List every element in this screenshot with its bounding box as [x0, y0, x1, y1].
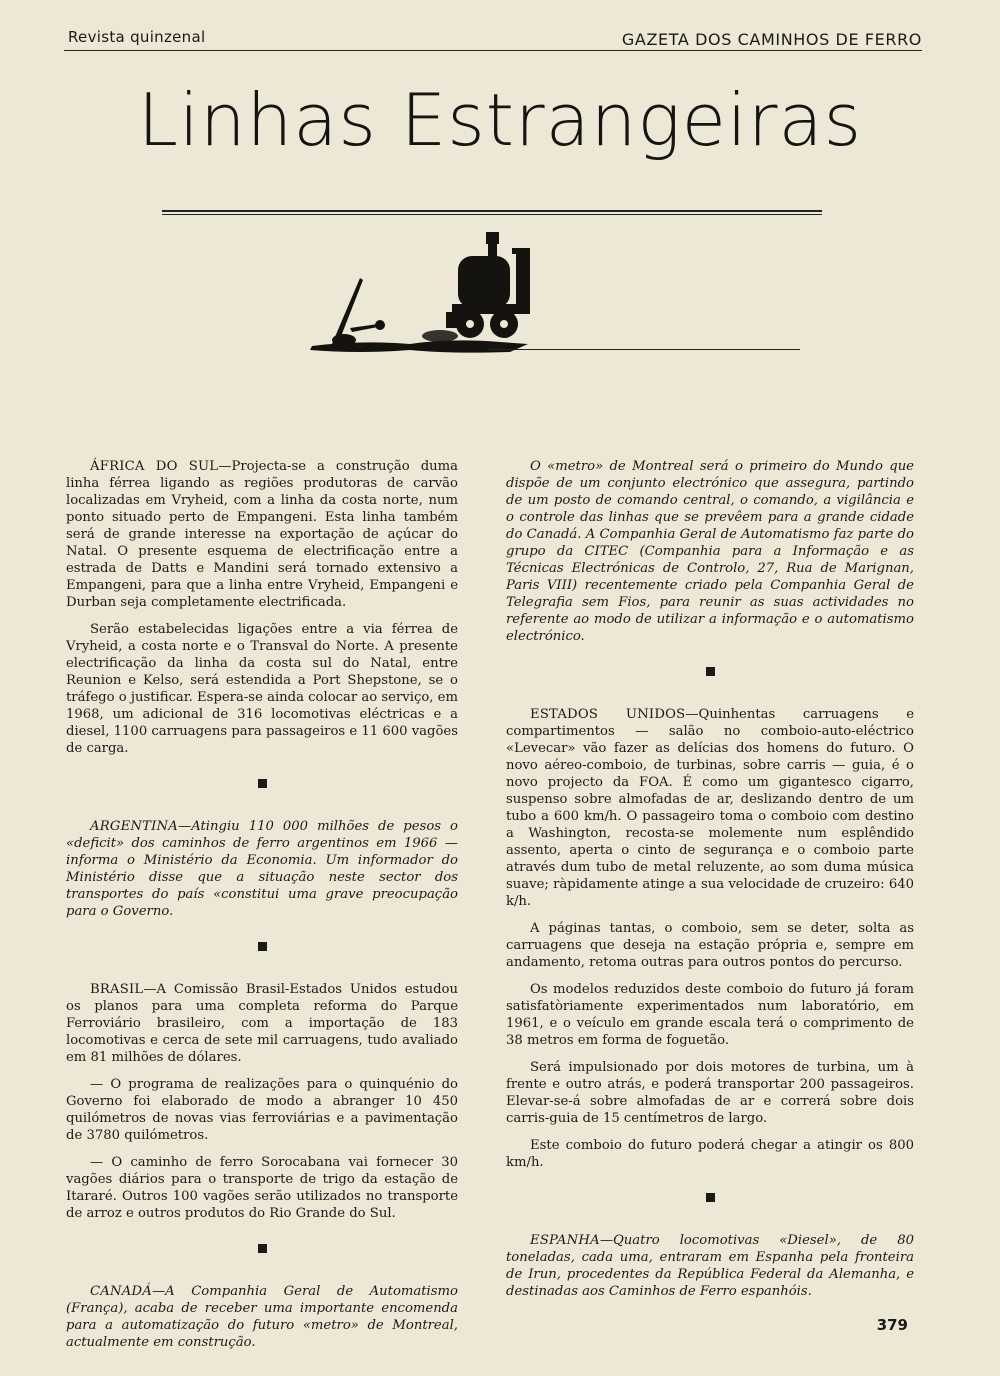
brasil-paragraph-3: — O caminho de ferro Sorocabana vai fornecer 30 vagões diários para o transporte de trigo da estação de Itararé. Outros 100 vagões serão utilizados no transporte de arroz e outros produtos do Rio Grande do Sul.: [66, 1155, 458, 1221]
signal-arm: [350, 324, 378, 332]
illustration-rule: [488, 349, 800, 350]
brasil-section: [66, 981, 458, 1066]
eua-paragraph-4: Será impulsionado por dois motores de turbina, um à frente e outro atrás, e poderá transportar 200 passageiros. Elevar-se-á sobre almofadas de ar e correrá sobre dois carris-guia de 15 centímetros de largo.: [506, 1060, 914, 1126]
left-column: [66, 458, 458, 1361]
header-right-text: GAZETA DOS CAMINHOS DE FERRO: [621, 30, 922, 49]
locomotive-illustration: [300, 228, 530, 358]
page-number: 379: [876, 1316, 908, 1334]
canada-paragraph-1: A Companhia Geral de Automatismo (França), acaba de receber uma importante encomenda para a automatização do futuro «metro» de Montreal, actualmente em construção.: [66, 1284, 458, 1350]
signal-base: [332, 334, 356, 346]
signal-lever: [332, 278, 363, 344]
section-separator-square: [258, 1244, 267, 1253]
dash: —: [178, 819, 192, 834]
eua-paragraph-1: Quinhentas carruagens e compartimentos — salão no comboio-auto-eléctrico «Levecar» vão fazer as delícias dos homens do futuro. O novo aéreo-comboio, de turbinas, sobre carris — guia, é o novo projecto da FOA. É como um gigantesco cigarro, suspenso sobre almofadas de ar, deslizando dentro de um tubo a 600 km/h. O passageiro toma o comboio com destino a Washington, recosta-se molemente num esplêndido assento, aperta o cinto de segurança e o comboio parte através dum tubo de metal reluzente, ao som duma música suave; ràpidamente atinge a sua velocidade de cruzeiro: 640 k/h.: [506, 707, 914, 909]
section-separator-square: [706, 667, 715, 676]
eua-section: [506, 706, 914, 910]
canada-section: [66, 1283, 458, 1351]
dash: —: [151, 1284, 166, 1299]
eua-paragraph-2: A páginas tantas, o comboio, sem se deter, solta as carruagens que deseja na estação própria e, sempre em andamento, retoma outras para outros pontos do percurso.: [506, 921, 914, 970]
metro-paragraph: O «metro» de Montreal será o primeiro do Mundo que dispõe de um conjunto electrónico que assegura, partindo de um posto de comando central, o comando, a vigilância e o controle das linhas que se prevêem para a grande cidade do Canadá. A Companhia Geral de Automatismo faz parte do grupo da CITEC (Companhia para a Informação e as Técnicas Electrónicas de Controlo, 27, Rua de Marignan, Paris VIII) recentemente criado pela Companhia Geral de Telegrafia sem Fios, para reunir as suas actividades no referente ao modo de utilizar a informação e o automatismo electrónico.: [506, 459, 914, 644]
africa-paragraph-2: Serão estabelecidas ligações entre a via férrea de Vryheid, a costa norte e o Transval do Norte. A presente electrificação da linha da costa sul do Natal, entre Reunion e Kelso, será estendida a Port Shepstone, se o tráfego o justificar. Espera-se ainda colocar ao serviço, em 1968, um adicional de 316 locomotivas eléctricas e a diesel, 1100 carruagens para passageiros e 11 600 vagões de carga.: [66, 622, 458, 756]
eua-paragraph-3: Os modelos reduzidos deste comboio do futuro já foram satisfatòriamente experimentados num laboratório, em 1961, e o veículo em grande escala terá o comprimento de 38 metros em forma de foguetão.: [506, 982, 914, 1048]
argentina-paragraph-1: Atingiu 110 000 milhões de pesos o «deficit» dos caminhos de ferro argentinos em 1966 — informa o Ministério da Economia. Um informador do Ministério disse que a situação neste sector dos transportes do país «constitui uma grave preocupação para o Governo.: [66, 819, 458, 919]
cowcatcher: [446, 312, 460, 328]
dash: —: [143, 982, 157, 997]
dash: —: [685, 707, 699, 722]
section-separator-square: [258, 942, 267, 951]
header-left-text: Revista quinzenal: [68, 28, 206, 46]
header-rule: [64, 50, 922, 51]
eua-lead: ESTADOS UNIDOS: [530, 707, 686, 722]
cab: [516, 252, 530, 312]
dash: —: [218, 459, 232, 474]
brasil-lead: BRASIL: [90, 982, 144, 997]
argentina-lead: ARGENTINA: [90, 819, 179, 834]
steam-puff: [422, 330, 458, 342]
canada-lead: CANADÁ: [90, 1284, 152, 1299]
title-rule-thin: [162, 214, 822, 215]
argentina-section: [66, 818, 458, 920]
africa-paragraph-1: Projecta-se a construção duma linha férrea ligando as regiões produtoras de carvão localizadas em Vryheid, com a linha da costa norte, num ponto situado perto de Empangeni. Esta linha também será de grande interesse na exportação de açúcar do Natal. O presente esquema de electrificação entre a estrada de Datts e Mandini será tornado extensivo a Empangeni, para que a linha entre Vryheid, Empangeni e Durban seja completamente electrificada.: [66, 459, 458, 610]
espanha-paragraph-1: Quatro locomotivas «Diesel», de 80 toneladas, cada uma, entraram em Espanha pela fronteira de Irun, procedentes da República Federal da Alemanha, e destinadas aos Caminhos de Ferro espanhóis.: [506, 1233, 914, 1299]
right-column: [506, 458, 914, 1310]
africa-lead: ÁFRICA DO SUL: [90, 459, 219, 474]
title-rule-thick: [162, 210, 822, 212]
dash: —: [599, 1233, 613, 1248]
espanha-lead: ESPANHA: [530, 1233, 600, 1248]
brasil-paragraph-2: — O programa de realizações para o quinquénio do Governo foi elaborado de modo a abranger 10 450 quilómetros de novas vias ferroviárias e a pavimentação de 3780 quilómetros.: [66, 1077, 458, 1143]
brasil-paragraph-1: A Comissão Brasil-Estados Unidos estudou os planos para uma completa reforma do Parque Ferroviário brasileiro, com a importação de 183 locomotivas e cerca de sete mil carruagens, tudo avaliado em 81 milhões de dólares.: [66, 982, 458, 1065]
boiler: [458, 256, 510, 308]
signal-lamp: [375, 320, 385, 330]
section-separator-square: [258, 779, 267, 788]
africa-section: [66, 458, 458, 611]
section-separator-square: [706, 1193, 715, 1202]
espanha-section: [506, 1232, 914, 1300]
eua-paragraph-5: Este comboio do futuro poderá chegar a atingir os 800 km/h.: [506, 1138, 914, 1170]
page-title: Linhas Estrangeiras: [137, 78, 863, 162]
